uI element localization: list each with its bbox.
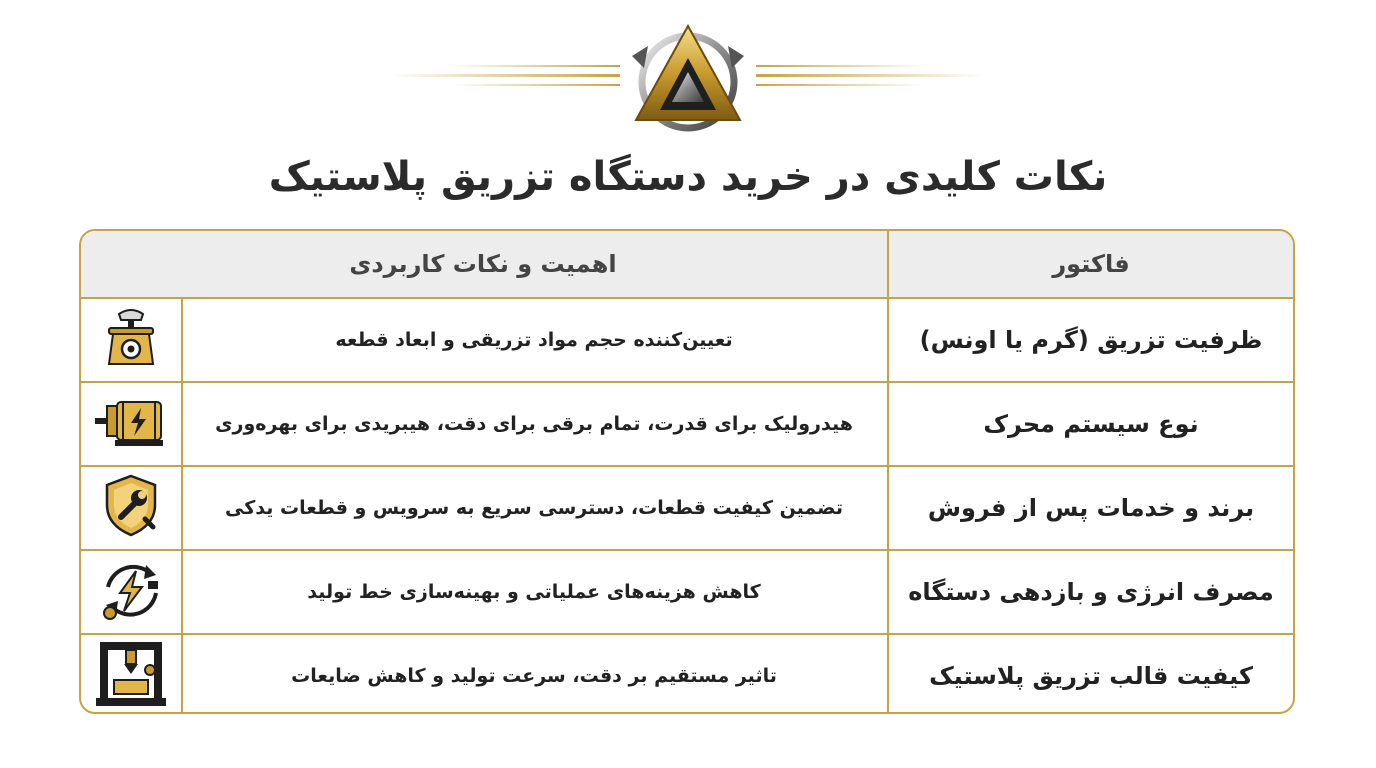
desc-cell <box>181 551 885 633</box>
table-row <box>81 633 1293 714</box>
icon-cell <box>81 551 181 633</box>
desc-cell <box>181 635 885 714</box>
injection-mold-press-icon <box>96 640 166 712</box>
table-row <box>81 381 1293 465</box>
desc-text: تعیین‌کننده حجم مواد تزریقی و ابعاد قطعه <box>335 329 733 351</box>
factors-table <box>79 229 1295 714</box>
table-row <box>81 465 1293 549</box>
page-title: نکات کلیدی در خرید دستگاه تزریق پلاستیک <box>268 154 1108 200</box>
factor-cell <box>887 383 1293 465</box>
icon-cell <box>81 383 181 465</box>
factor-cell <box>887 635 1293 714</box>
desc-text: تاثیر مستقیم بر دقت، سرعت تولید و کاهش ضایعات <box>291 665 777 687</box>
desc-cell <box>181 467 885 549</box>
header-factor-label: فاکتور <box>1052 250 1130 278</box>
header-notes-label: اهمیت و نکات کاربردی <box>349 250 617 278</box>
table-row <box>81 549 1293 633</box>
desc-cell <box>181 299 885 381</box>
factor-cell <box>887 551 1293 633</box>
table-row <box>81 297 1293 381</box>
weighing-scale-gear-icon <box>101 306 161 374</box>
right-decor-lines <box>756 65 986 86</box>
factor-text: ظرفیت تزریق (گرم یا اونس) <box>919 326 1263 354</box>
desc-cell <box>181 383 885 465</box>
electric-motor-icon <box>93 392 169 456</box>
icon-cell <box>81 467 181 549</box>
factor-cell <box>887 467 1293 549</box>
factor-text: نوع سیستم محرک <box>983 410 1199 438</box>
desc-text: کاهش هزینه‌های عملیاتی و بهینه‌سازی خط تولید <box>307 581 761 603</box>
factor-text: کیفیت قالب تزریق پلاستیک <box>929 662 1253 690</box>
triangle-emblem-icon <box>632 26 744 128</box>
factor-text: مصرف انرژی و بازدهی دستگاه <box>908 578 1274 606</box>
desc-text: هیدرولیک برای قدرت، تمام برقی برای دقت، هیبریدی برای بهره‌وری <box>215 413 853 435</box>
factor-text: برند و خدمات پس از فروش <box>927 494 1255 522</box>
header-cell-notes <box>81 231 885 297</box>
logo-header <box>0 16 1376 136</box>
desc-text: تضمین کیفیت قطعات، دسترسی سریع به سرویس و قطعات یدکی <box>224 497 844 519</box>
shield-wrench-icon <box>101 473 161 543</box>
energy-cycle-icon <box>98 557 164 627</box>
factor-cell <box>887 299 1293 381</box>
icon-cell <box>81 299 181 381</box>
icon-cell <box>81 635 181 714</box>
header-cell-factor <box>887 231 1293 297</box>
left-decor-lines <box>390 65 620 86</box>
table-header-row <box>81 231 1293 297</box>
